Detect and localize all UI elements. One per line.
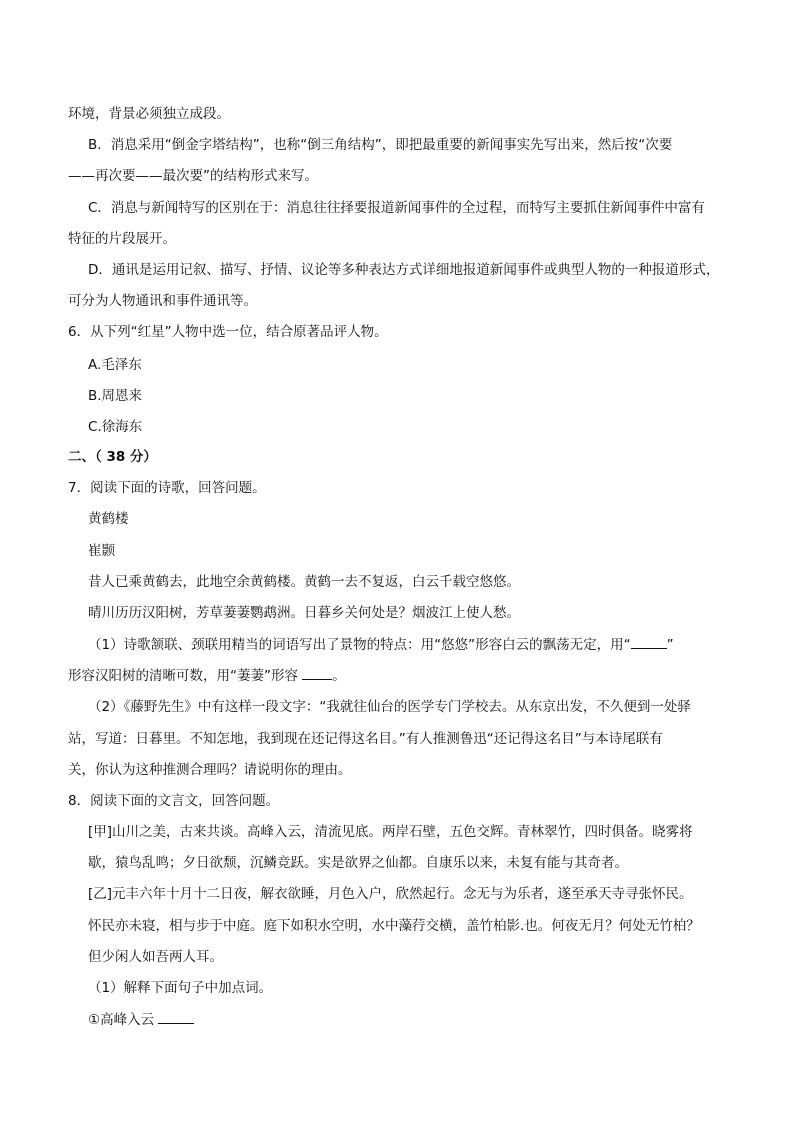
line-text: A.毛泽东 bbox=[88, 357, 142, 373]
line-text: 怀民亦未寝，相与步于中庭。庭下如积水空明，水中藻荇交横，盖竹柏影.也。何夜无月？何处无竹柏？ bbox=[88, 918, 700, 934]
line-text: 关，你认为这种推测合理吗？请说明你的理由。 bbox=[68, 762, 352, 778]
line-text: 6．从下列“红星”人物中选一位，结合原著品评人物。 bbox=[68, 324, 388, 340]
text-line bbox=[88, 509, 728, 529]
line-text: C．消息与新闻特写的区别在于：消息往往择要报道新闻事件的全过程，而特写主要抓住新闻事件中富有 bbox=[88, 200, 705, 216]
text-line bbox=[88, 1009, 728, 1030]
text-line bbox=[88, 386, 728, 406]
line-text: 特征的片段展开。 bbox=[68, 231, 176, 247]
text-line bbox=[88, 853, 728, 873]
line-text: 二、（ 38 分） bbox=[68, 449, 157, 465]
text-line bbox=[68, 665, 728, 686]
line-text: [乙]元丰六年十月十二日夜，解衣欲睡，月色入户，欣然起行。念无与为乐者，遂至承天寺寻张怀民。 bbox=[88, 886, 693, 902]
line-text: （1）解释下面句子中加点词。 bbox=[88, 980, 273, 996]
line-text: 黄鹤楼 bbox=[88, 511, 129, 527]
text-line bbox=[88, 978, 728, 998]
text-line bbox=[68, 166, 728, 186]
line-text: 晴川历历汉阳树，芳草萋萋鹦鹉洲。日暮乡关何处是？烟波江上使人愁。 bbox=[88, 605, 520, 621]
line-text: D．通讯是运用记叙、描写、抒情、议论等多种表达方式详细地报道新闻事件或典型人物的一种报道形式， bbox=[88, 262, 720, 278]
text-line bbox=[68, 104, 728, 124]
line-text: 形容汉阳树的清晰可数，用“萋萋”形容 bbox=[68, 668, 303, 684]
line-text: 站，写道：日暮里。不知怎地，我到现在还记得这名目。”有人推测鲁迅“还记得这名目”与本诗尾联有 bbox=[68, 731, 663, 747]
line-text: （2）《藤野先生》中有这样一段文字：“我就往仙台的医学专门学校去。从东京出发，不久便到一处驿 bbox=[88, 699, 691, 715]
answer-blank[interactable] bbox=[631, 634, 667, 649]
line-text: 但少闲人如吾两人耳。 bbox=[88, 949, 223, 965]
text-line bbox=[88, 634, 728, 655]
line-text: B.周恩来 bbox=[88, 388, 143, 404]
line-text: 昔人已乘黄鹤去，此地空余黄鹤楼。黄鹤一去不复返，白云千载空悠悠。 bbox=[88, 574, 520, 590]
text-line bbox=[88, 697, 728, 717]
text-line bbox=[88, 603, 728, 623]
line-text: 7．阅读下面的诗歌，回答问题。 bbox=[68, 480, 266, 496]
line-text: ①高峰入云 bbox=[88, 1012, 159, 1028]
text-line bbox=[68, 291, 728, 311]
text-line bbox=[68, 791, 728, 811]
text-line bbox=[88, 572, 728, 592]
text-line bbox=[88, 947, 728, 967]
line-text: （1）诗歌颔联、颈联用精当的词语写出了景物的特点：用“悠悠”形容白云的飘荡无定，用“ bbox=[88, 637, 631, 653]
line-text: 可分为人物通讯和事件通讯等。 bbox=[68, 293, 257, 309]
text-line bbox=[88, 198, 728, 218]
answer-blank[interactable] bbox=[158, 1009, 194, 1024]
text-line bbox=[88, 541, 728, 561]
text-line bbox=[88, 884, 728, 904]
text-line bbox=[88, 916, 728, 936]
text-line bbox=[68, 447, 728, 467]
text-line bbox=[68, 478, 728, 498]
answer-blank[interactable] bbox=[302, 665, 332, 680]
text-line bbox=[68, 760, 728, 780]
line-text: 崔颢 bbox=[88, 543, 115, 559]
text-line bbox=[88, 355, 728, 375]
text-line bbox=[88, 260, 728, 280]
text-line bbox=[88, 135, 728, 155]
line-text: C.徐海东 bbox=[88, 419, 143, 435]
text-line bbox=[68, 229, 728, 249]
line-text-after: 。 bbox=[332, 668, 346, 684]
text-line bbox=[68, 322, 728, 342]
line-text: 歇，猿鸟乱鸣；夕日欲颓，沉鳞竞跃。实是欲界之仙都。自康乐以来，未复有能与其奇者。 bbox=[88, 855, 628, 871]
line-text: B．消息采用“倒金字塔结构”，也称“倒三角结构”，即把最重要的新闻事实先写出来，然后按“次要 bbox=[88, 137, 673, 153]
line-text: [甲]山川之美，古来共谈。高峰入云，清流见底。两岸石壁，五色交辉。青林翠竹，四时俱备。晓雾将 bbox=[88, 824, 693, 840]
text-line bbox=[68, 729, 728, 749]
line-text: 环境，背景必须独立成段。 bbox=[68, 106, 230, 122]
line-text: 8．阅读下面的文言文，回答问题。 bbox=[68, 793, 280, 809]
text-line bbox=[88, 417, 728, 437]
line-text-after: ” bbox=[666, 637, 674, 653]
text-line bbox=[88, 822, 728, 842]
line-text: ——再次要——最次要”的结构形式来写。 bbox=[68, 168, 318, 184]
